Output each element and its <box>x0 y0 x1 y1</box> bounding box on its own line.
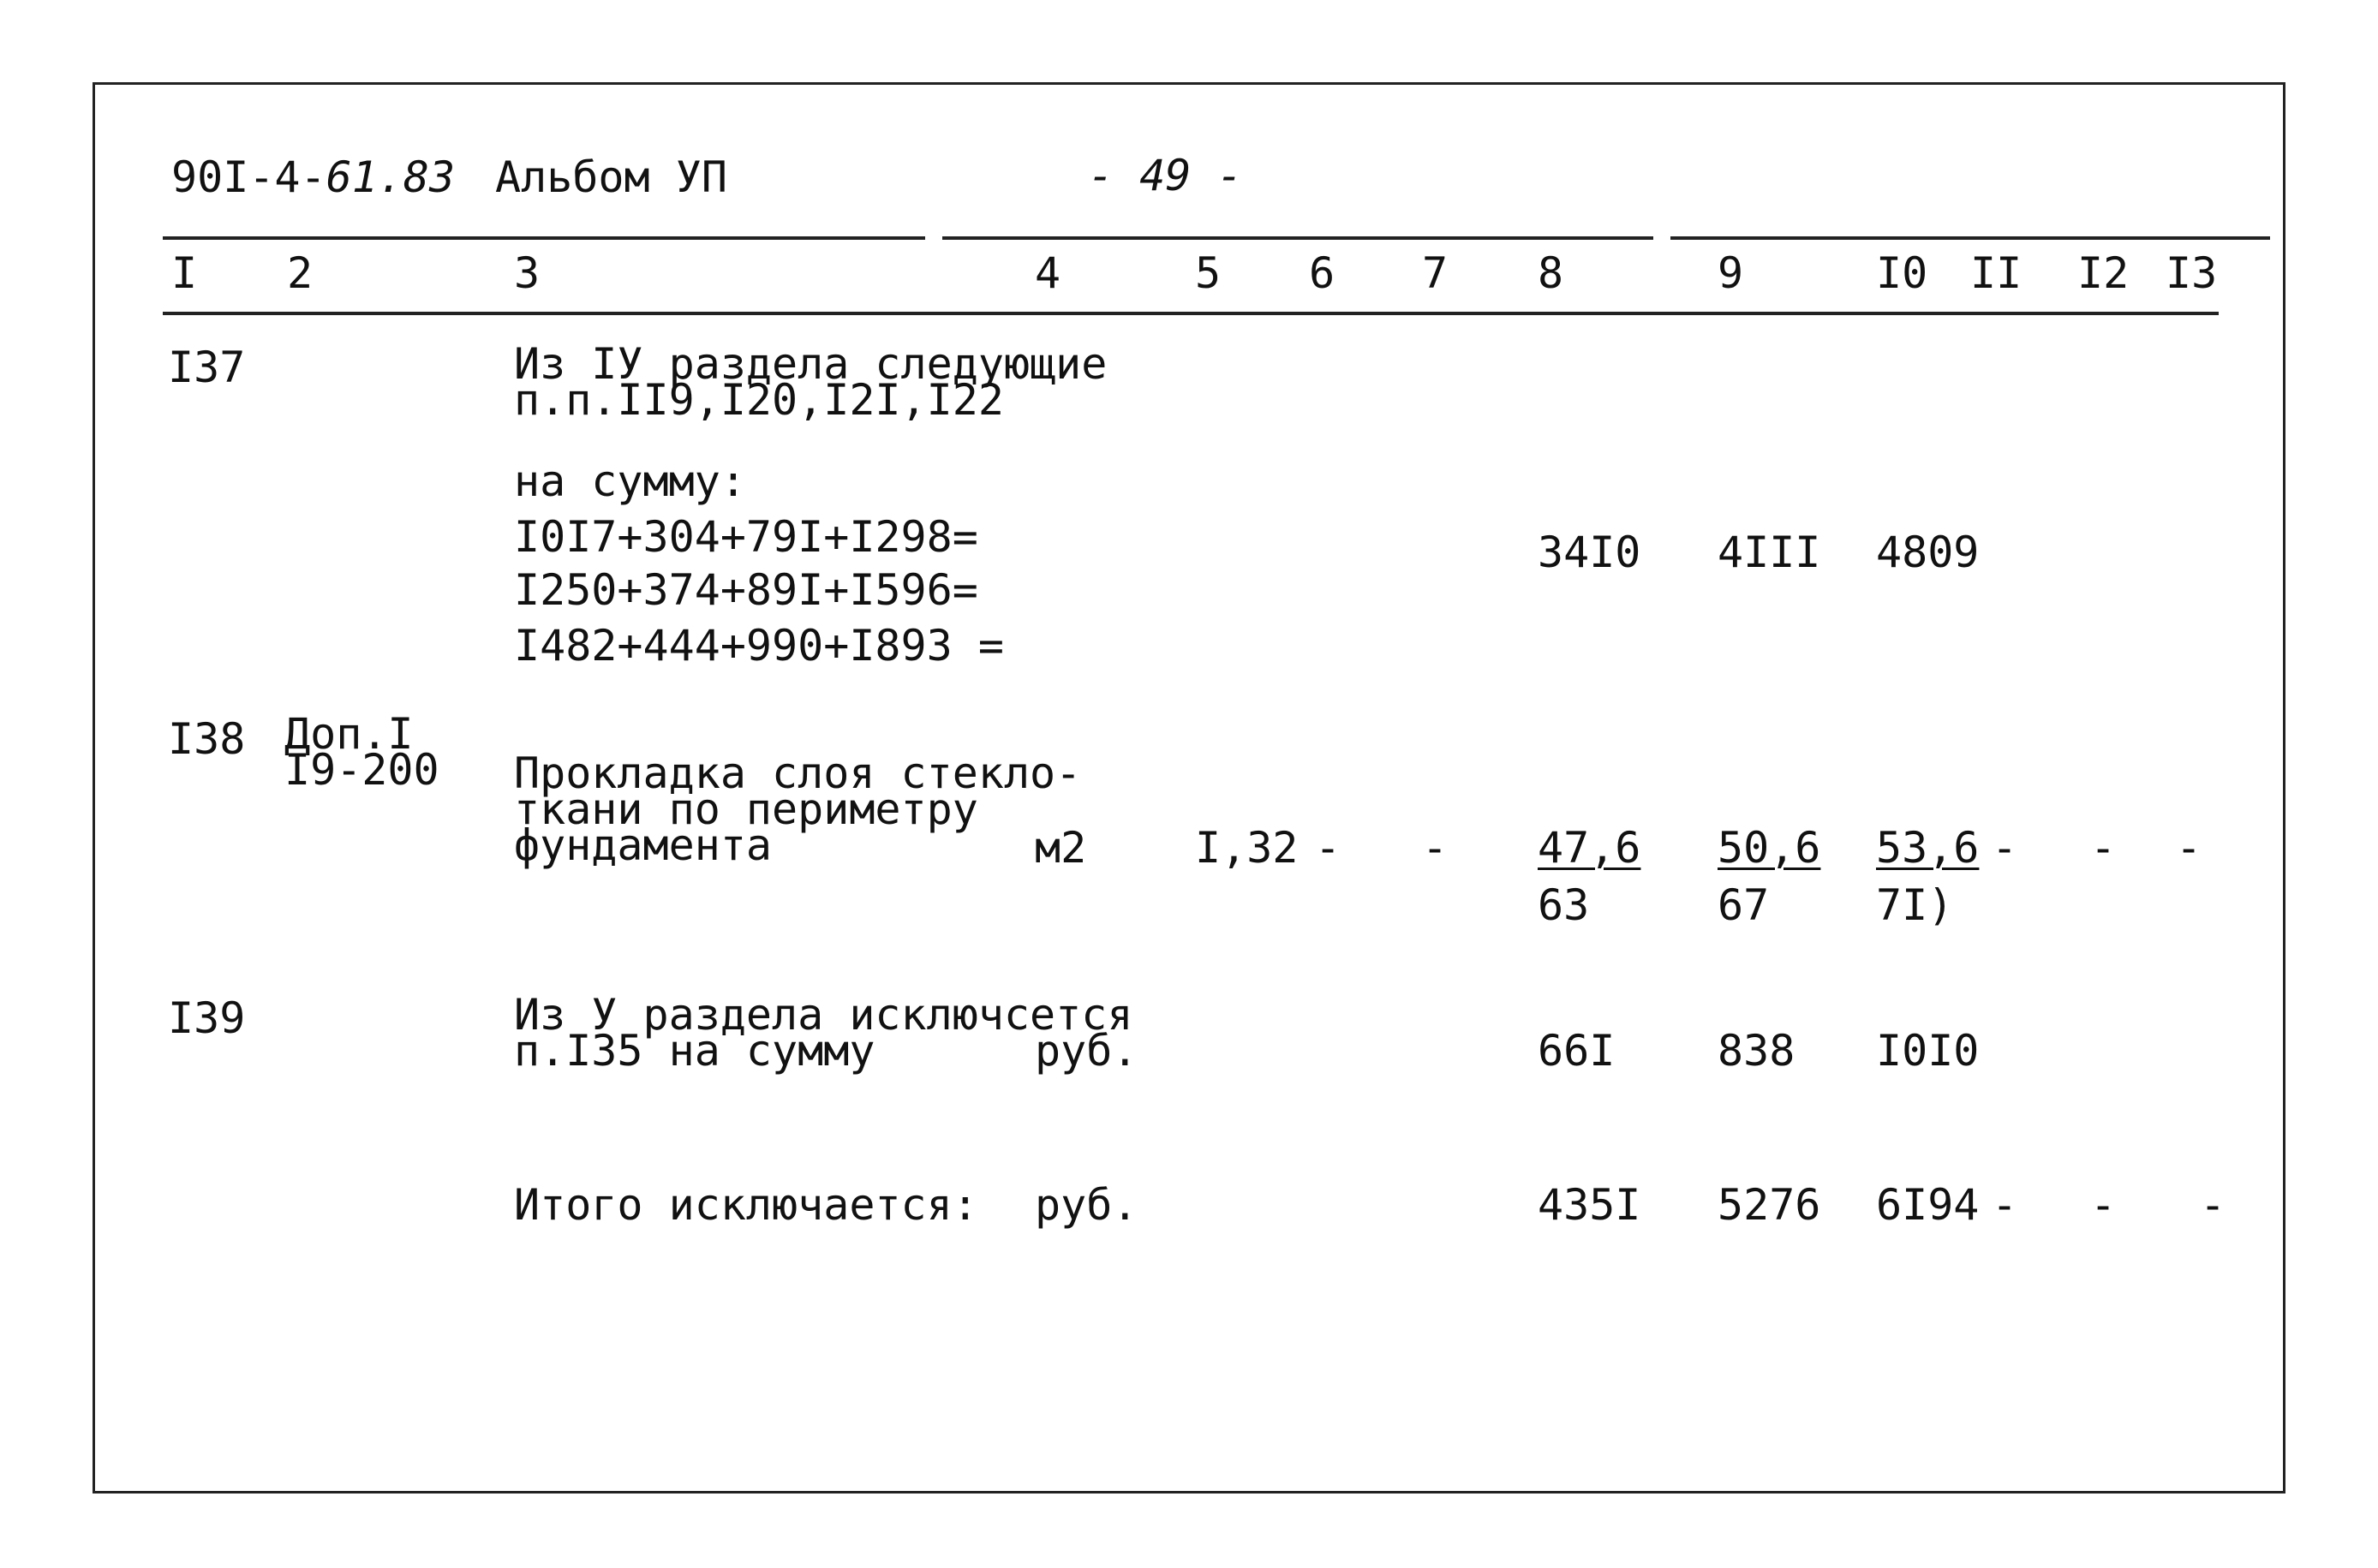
total-unit: руб. <box>1035 1180 1138 1230</box>
col-header: 7 <box>1422 248 1449 298</box>
row-number: I39 <box>168 993 246 1043</box>
col9-value-top: 50,6 <box>1718 823 1821 873</box>
col-header: I3 <box>2166 248 2218 298</box>
col-header: 5 <box>1195 248 1222 298</box>
col-header: 2 <box>287 248 314 298</box>
formula-line: I0I7+304+79I+I298= <box>514 512 978 562</box>
formula-line: I250+374+89I+I596= <box>514 565 978 615</box>
col8-value-top: 47,6 <box>1538 823 1641 873</box>
col-header: 6 <box>1309 248 1335 298</box>
col-header: 4 <box>1035 248 1061 298</box>
col-header: 8 <box>1538 248 1564 298</box>
col9-value: 4III <box>1718 528 1821 577</box>
total-col13: - <box>2200 1180 2226 1230</box>
col8-value-bottom: 63 <box>1538 880 1590 930</box>
col10-value-top: 53,6 <box>1876 823 1980 873</box>
header-rule-left <box>163 236 925 240</box>
col13-value: - <box>2176 823 2202 873</box>
col9-value-bottom: 67 <box>1718 880 1770 930</box>
album-title: Альбом УП <box>495 152 727 202</box>
total-col10: 6I94 <box>1876 1180 1980 1230</box>
column-header-rule <box>163 312 2219 315</box>
total-col8: 435I <box>1538 1180 1641 1230</box>
col8-value: 34I0 <box>1538 528 1641 577</box>
col-header: II <box>1970 248 2022 298</box>
header-rule-right <box>1670 236 2270 240</box>
col9-value: 838 <box>1718 1026 1795 1076</box>
col5-value: I,32 <box>1195 823 1299 873</box>
doc-code-handwritten: 61.83 <box>326 152 456 202</box>
col7-value: - <box>1422 823 1449 873</box>
total-col12: - <box>2090 1180 2117 1230</box>
header-rule-mid <box>942 236 1653 240</box>
col10-value: I0I0 <box>1876 1026 1980 1076</box>
unit: м2 <box>1035 823 1087 873</box>
col-header: I2 <box>2077 248 2130 298</box>
sum-label: на сумму: <box>514 456 746 506</box>
row-number: I37 <box>168 343 246 392</box>
col10-value-bottom: 7I) <box>1876 880 1954 930</box>
col-header: I <box>171 248 198 298</box>
col6-value: - <box>1315 823 1341 873</box>
doc-code-printed: 90I-4- <box>171 152 326 202</box>
formula-line: I482+444+990+I893 = <box>514 621 1004 671</box>
doc-code <box>171 154 455 200</box>
row-number: I38 <box>168 714 246 764</box>
desc-line: фундамента <box>514 820 773 870</box>
desc-line: Из У раздела исключсется <box>514 990 1133 1040</box>
desc-line: п.I35 на сумму <box>514 1026 875 1076</box>
unit: руб. <box>1035 1026 1138 1076</box>
col11-value: - <box>1992 823 2018 873</box>
total-col9: 5276 <box>1718 1180 1821 1230</box>
col-header: 3 <box>514 248 541 298</box>
page-number: - 49 - <box>1088 151 1243 200</box>
row-title-line: п.п.II9,I20,I2I,I22 <box>514 375 1004 425</box>
row-title-line: Из IУ раздела следующие <box>514 339 1108 389</box>
col8-value: 66I <box>1538 1026 1616 1076</box>
col12-value: - <box>2090 823 2117 873</box>
ref-line: Доп.I <box>284 709 414 759</box>
ref-line: I9-200 <box>284 745 439 795</box>
desc-line: Прокладка слоя стекло- <box>514 748 1082 798</box>
col10-value: 4809 <box>1876 528 1980 577</box>
total-col11: - <box>1992 1180 2018 1230</box>
total-label: Итого исключается: <box>514 1180 978 1230</box>
col-header: I0 <box>1876 248 1928 298</box>
col-header: 9 <box>1718 248 1744 298</box>
desc-line: ткани по периметру <box>514 784 978 834</box>
